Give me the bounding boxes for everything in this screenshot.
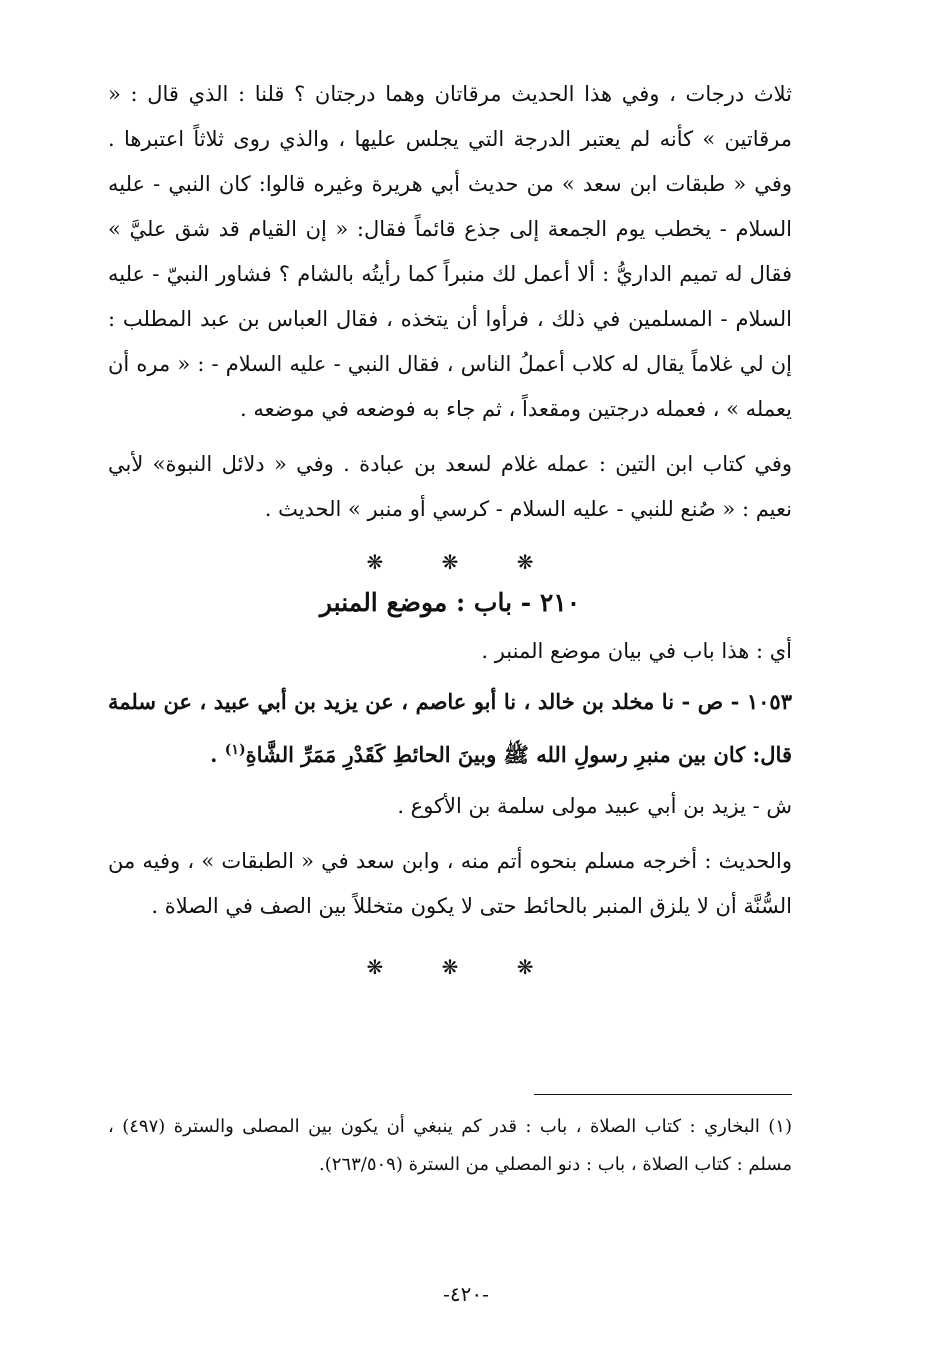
footnotes (108, 1108, 792, 1184)
hadith-body: ١٠٥٣ - ص - نا مخلد بن خالد ، نا أبو عاصم ، عن يزيد بن أبي عبيد ، عن سلمة قال: كان بين منبرِ رسولِ الله ﷺ وبينَ الحائطِ كَقَدْرِ مَمَرِّ الشَّاةِ (108, 689, 792, 767)
paragraph-secondary: وفي كتاب ابن التين : عمله غلام لسعد بن عبادة . وفي « دلائل النبوة» لأبي نعيم : « صُنع للنبي - عليه السلام - كرسي أو منبر » الحديث . (108, 452, 792, 521)
section-separator-bottom (108, 955, 792, 979)
page-number: -٤٢٠- (443, 1282, 489, 1306)
separator-star-icon: ❋ (441, 955, 459, 979)
separator-star-icon: ❋ (516, 550, 534, 574)
footnote-divider (534, 1094, 792, 1095)
separator-star-icon: ❋ (366, 955, 384, 979)
footnote-reference: (١) (224, 742, 246, 758)
section-separator (108, 550, 792, 574)
hadith-end: . (210, 742, 225, 767)
chapter-note: أي : هذا باب في بيان موضع المنبر . (481, 639, 792, 663)
separator-star-icon: ❋ (516, 955, 534, 979)
footnote-item: (١) البخاري : كتاب الصلاة ، باب : قدر كم ينبغي أن يكون بين المصلى والسترة (٤٩٧) ، مسلم : كتاب الصلاة ، باب : دنو المصلي من السترة (٢٦٣/٥٠٩). (108, 1116, 792, 1175)
separator-star-icon: ❋ (366, 550, 384, 574)
hadith-text (108, 678, 792, 779)
commentary-paragraph: والحديث : أخرجه مسلم بنحوه أتم منه ، وابن سعد في « الطبقات » ، وفيه من السُّنَّة أن لا يلزق المنبر بالحائط حتى لا يكون متخللاً بين الصف في الصلاة . (108, 849, 792, 918)
commentary-line: ش - يزيد بن أبي عبيد مولى سلمة بن الأكوع . (397, 794, 792, 818)
page-body (108, 72, 792, 985)
paragraph-main: ثلاث درجات ، وفي هذا الحديث مرقاتان وهما درجتان ؟ قلنا : الذي قال : « مرقاتين » كأنه لم يعتبر الدرجة التي يجلس عليها ، والذي روى ثلاثاً اعتبرها . وفي « طبقات ابن سعد » من حديث أبي هريرة وغيره قالوا: كان النبي - عليه السلام - يخطب يوم الجمعة إلى جذع قائماً فقال: « إن القيام قد شق عليَّ » فقال له تميم الداريُّ : ألا أعمل لك منبراً كما رأيتُه بالشام ؟ فشاور النبيّ - عليه السلام - المسلمين في ذلك ، فرأوا أن يتخذه ، فقال العباس بن عبد المطلب : إن لي غلاماً يقال له كلاب أعملُ الناس ، فقال النبي - عليه السلام - : « مره أن يعمله » ، فعمله درجتين ومقعداً ، ثم جاء به فوضعه في موضعه . (108, 82, 792, 421)
separator-star-icon: ❋ (441, 550, 459, 574)
chapter-heading: ٢١٠ - باب : موضع المنبر (319, 588, 581, 617)
